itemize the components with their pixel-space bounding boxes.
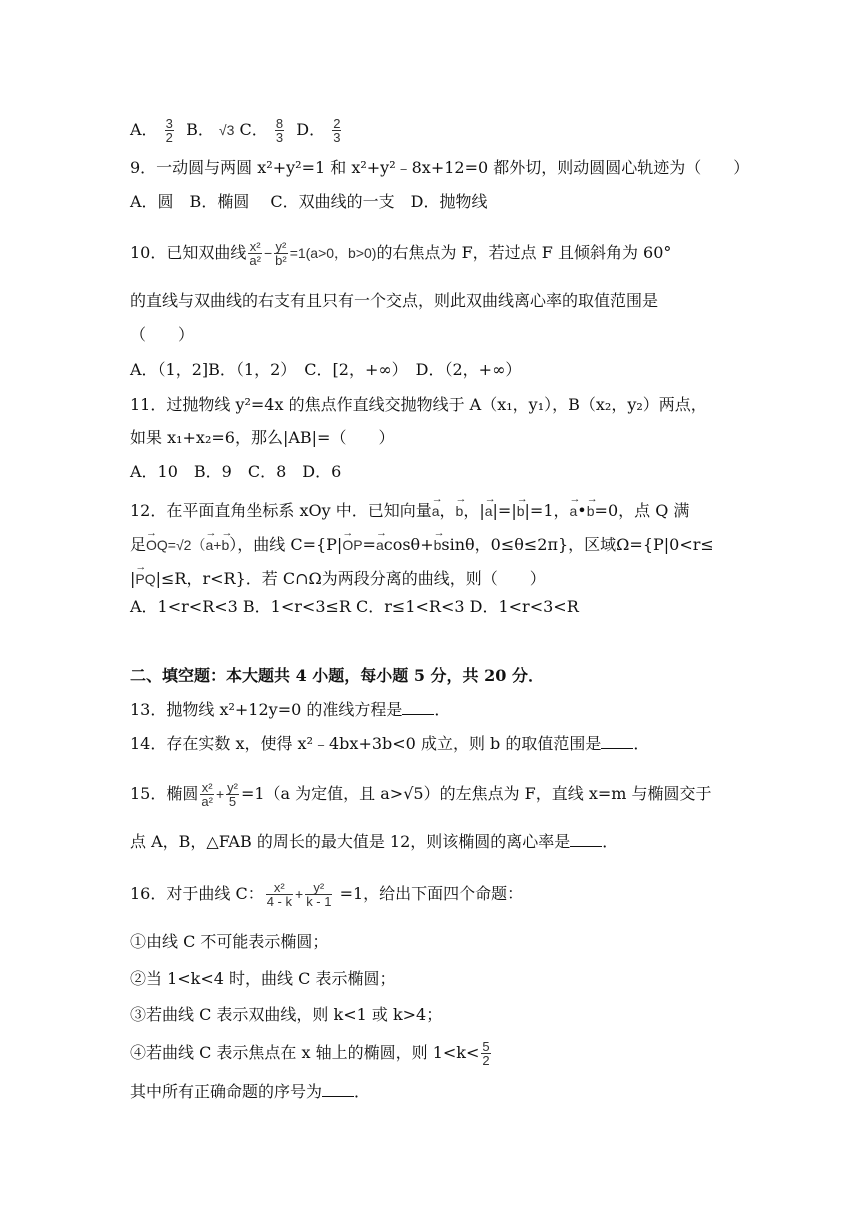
q10-stem-line3: （ ） <box>130 325 195 344</box>
q13-stem: 13．抛物线 x²+12y=0 的准线方程是 ． <box>130 700 451 719</box>
q8-option-a-fraction: $\frac{3}{2}$ <box>165 116 173 145</box>
vector-a: → a <box>570 494 578 522</box>
vector-a: → a <box>376 528 384 556</box>
q11-stem: 11．过抛物线 y²=4x 的焦点作直线交抛物线于 A（x₁，y₁），B（x₂，y₂）两点， <box>130 395 707 414</box>
q16-fraction-bound: $\frac{5}{2}$ <box>482 1039 490 1068</box>
vector-a: → a <box>432 494 440 522</box>
q16-fraction-x: $\frac{\text{x²}}{4 - k}$ <box>266 880 292 909</box>
q8-option-d-fraction: $\frac{2}{3}$ <box>333 116 341 145</box>
q14-stem: 14．存在实数 x，使得 x²﹣4bx+3b<0 成立，则 b 的取值范围是 ． <box>130 734 650 753</box>
answer-blank <box>322 1082 354 1097</box>
q16-proposition-1: ①由线 C 不可能表示椭圆； <box>130 932 329 951</box>
q15-fraction-y: $\frac{\text{y²}}{5}$ <box>227 780 238 809</box>
q16-stem: 16．对于曲线 C： $\frac{\text{x²}}{4 - k}$ + $\frac{\text{y²}}{k - 1}$ =1，给出下面四个命题： <box>130 880 524 909</box>
q10-options: A．（1，2]B．（1，2） C．[2，+∞） D．（2，+∞） <box>130 360 522 379</box>
q16-proposition-4: ④若曲线 C 表示焦点在 x 轴上的椭圆，则 1<k< $\frac{5}{2}$ <box>130 1039 490 1068</box>
vector-b: → b <box>221 528 229 556</box>
answer-blank <box>601 734 633 749</box>
q16-fraction-y: $\frac{\text{y²}}{k - 1}$ <box>306 880 332 909</box>
q15-fraction-x: $\frac{\text{x²}}{\text{a²}}$ <box>201 780 213 809</box>
vector-a: → a <box>485 494 493 522</box>
q10-stem-line2: 的直线与双曲线的右支有且只有一个交点，则此双曲线离心率的取值范围是 <box>130 291 659 310</box>
q8-option-b-value: √3 <box>218 122 235 138</box>
q10-stem: 10．已知双曲线 $\frac{\text{x²}}{\text{a²}}$ − $\frac{\text{y²}}{\text{b²}}$ =1(a>0，b>0)的右焦点为 F，若过点 F 且倾斜角为 60° <box>130 239 672 268</box>
q16-proposition-2: ②当 1<k<4 时，曲线 C 表示椭圆； <box>130 969 396 988</box>
q9-options: A．圆 B．椭圆 C．双曲线的一支 D．抛物线 <box>130 192 488 211</box>
vector-b: → b <box>587 494 595 522</box>
vector-b: → b <box>456 494 464 522</box>
q11-stem-line2: 如果 x₁+x₂=6，那么|AB|=（ ） <box>130 428 395 447</box>
vector-b: → b <box>517 494 525 522</box>
vector-a: → a <box>205 528 213 556</box>
q12-stem: 12．在平面直角坐标系 xOy 中．已知向量→ a，→ b，|→ a|=|→ b|=1，→ a•→ b=0，点 Q 满 <box>130 494 689 522</box>
vector-oq: → OQ <box>146 528 168 556</box>
q8-option-c-fraction: $\frac{8}{3}$ <box>275 116 284 145</box>
q16-tail: 其中所有正确命题的序号为 ． <box>130 1082 371 1101</box>
q10-fraction-y: $\frac{\text{y²}}{\text{b²}}$ <box>275 239 287 268</box>
q8-options: A． $\frac{3}{2}$ B． √3 C． $\frac{8}{3}$ D． $\frac{2}{3}$ <box>130 116 341 145</box>
q15-stem-line2: 点 A，B，△FAB 的周长的最大值是 12，则该椭圆的离心率是 ． <box>130 832 619 851</box>
answer-blank <box>402 700 434 715</box>
vector-b: → b <box>434 528 442 556</box>
answer-blank <box>570 832 602 847</box>
q16-proposition-3: ③若曲线 C 表示双曲线，则 k<1 或 k>4； <box>130 1005 443 1024</box>
q11-options: A．10 B．9 C．8 D．6 <box>130 462 342 481</box>
q10-fraction-x: $\frac{\text{x²}}{\text{a²}}$ <box>249 239 261 268</box>
q9-stem: 9．一动圆与两圆 x²+y²=1 和 x²+y²﹣8x+12=0 都外切，则动圆圆心轨迹为（ ） <box>130 158 750 177</box>
vector-pq: → PQ <box>135 562 155 590</box>
vector-op: → OP <box>342 528 362 556</box>
q12-stem-line2: 足→ OQ=√2（→ a+→ b），曲线 C={P|→ OP=→ acosθ+→ bsinθ，0≤θ≤2π}，区域Ω={P|0<r≤ <box>130 528 714 556</box>
q15-stem: 15．椭圆 $\frac{\text{x²}}{\text{a²}}$ + $\frac{\text{y²}}{5}$ =1（a 为定值，且 a>√5）的左焦点为 F，直线 x=m 与椭圆交于 <box>130 780 712 809</box>
section-heading: 二、填空题：本大题共 4 小题，每小题 5 分，共 20 分． <box>130 666 544 685</box>
q12-stem-line3: |→ PQ|≤R，r<R}．若 C∩Ω为两段分离的曲线，则（ ） <box>130 562 546 590</box>
q12-options: A．1<r<R<3 B．1<r<3≤R C．r≤1<R<3 D．1<r<3<R <box>130 597 579 616</box>
